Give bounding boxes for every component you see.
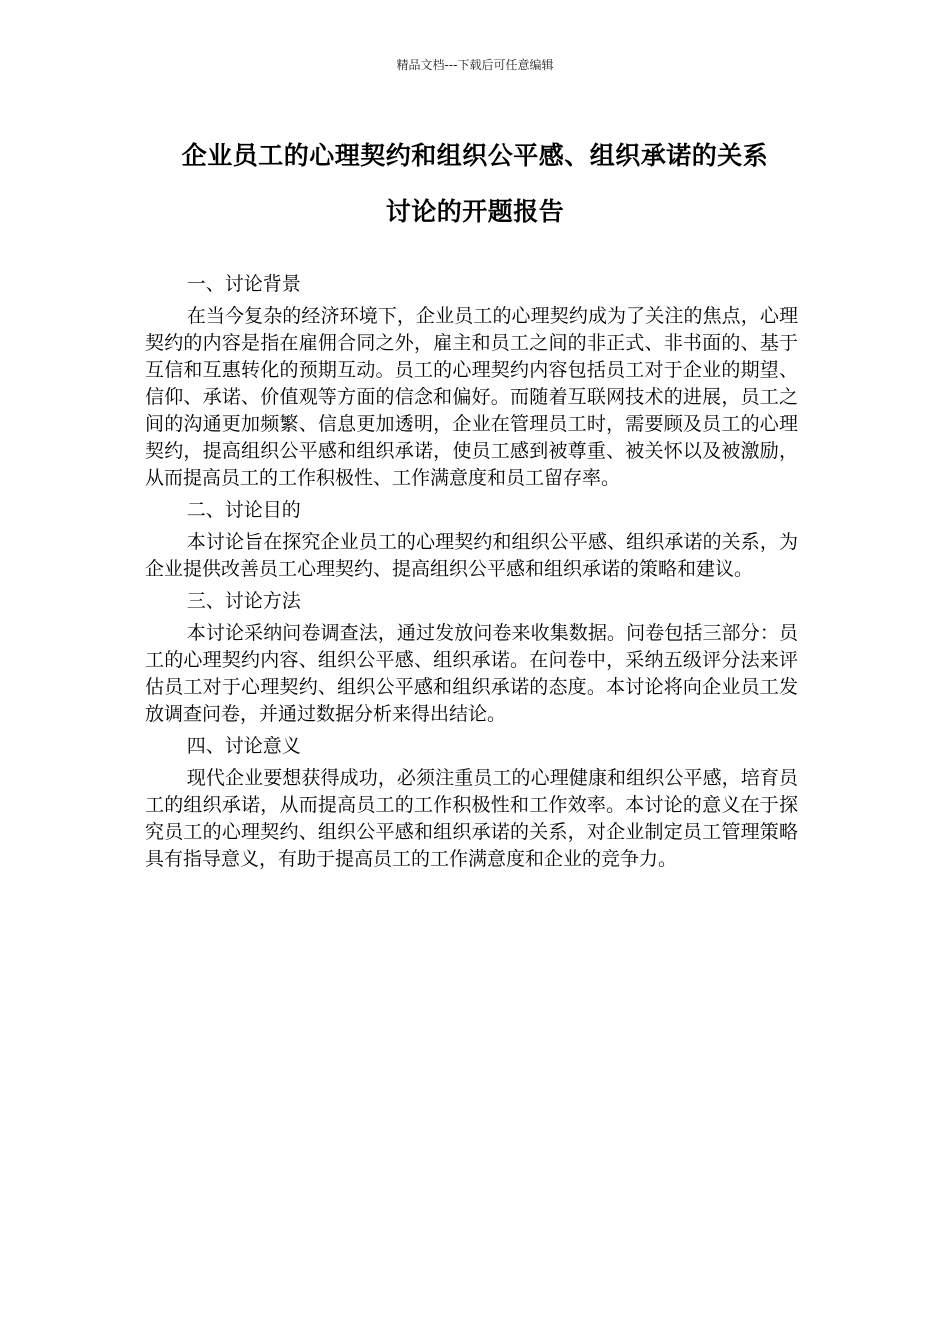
section-heading-background: 一、讨论背景	[186, 273, 301, 295]
document-title-line-1: 企业员工的心理契约和组织公平感、组织承诺的关系	[181, 141, 769, 170]
section-paragraph-method: 本讨论采纳问卷调查法，通过发放问卷来收集数据。问卷包括三部分：员工的心理契约内容、组织公平感、组织承诺。在问卷中，采纳五级评分法来评估员工对于心理契约、组织公平感和组织承诺的态度。本讨论将向企业员工发放调查问卷，并通过数据分析来得出结论。	[145, 622, 798, 725]
header-note: 精品文档---下载后可任意编辑	[396, 58, 554, 72]
section-paragraph-purpose: 本讨论旨在探究企业员工的心理契约和组织公平感、组织承诺的关系，为企业提供改善员工心理契约、提高组织公平感和组织承诺的策略和建议。	[145, 531, 798, 580]
section-paragraph-background: 在当今复杂的经济环境下，企业员工的心理契约成为了关注的焦点，心理契约的内容是指在雇佣合同之外，雇主和员工之间的非正式、非书面的、基于互信和互惠转化的预期互动。员工的心理契约内容包括员工对于企业的期望、信仰、承诺、价值观等方面的信念和偏好。而随着互联网技术的进展，员工之间的沟通更加频繁、信息更加透明，企业在管理员工时，需要顾及员工的心理契约，提高组织公平感和组织承诺，使员工感到被尊重、被关怀以及被激励，从而提高员工的工作积极性、工作满意度和员工留存率。	[145, 305, 798, 489]
section-paragraph-significance: 现代企业要想获得成功，必须注重员工的心理健康和组织公平感，培育员工的组织承诺，从而提高员工的工作积极性和工作效率。本讨论的意义在于探究员工的心理契约、组织公平感和组织承诺的关系，对企业制定员工管理策略具有指导意义，有助于提高员工的工作满意度和企业的竞争力。	[145, 767, 798, 870]
document-body	[145, 268, 798, 878]
section-heading-significance: 四、讨论意义	[186, 735, 301, 757]
section-heading-purpose: 二、讨论目的	[186, 499, 301, 521]
section-heading-method: 三、讨论方法	[186, 590, 301, 612]
document-title-line-2: 讨论的开题报告	[385, 197, 565, 226]
